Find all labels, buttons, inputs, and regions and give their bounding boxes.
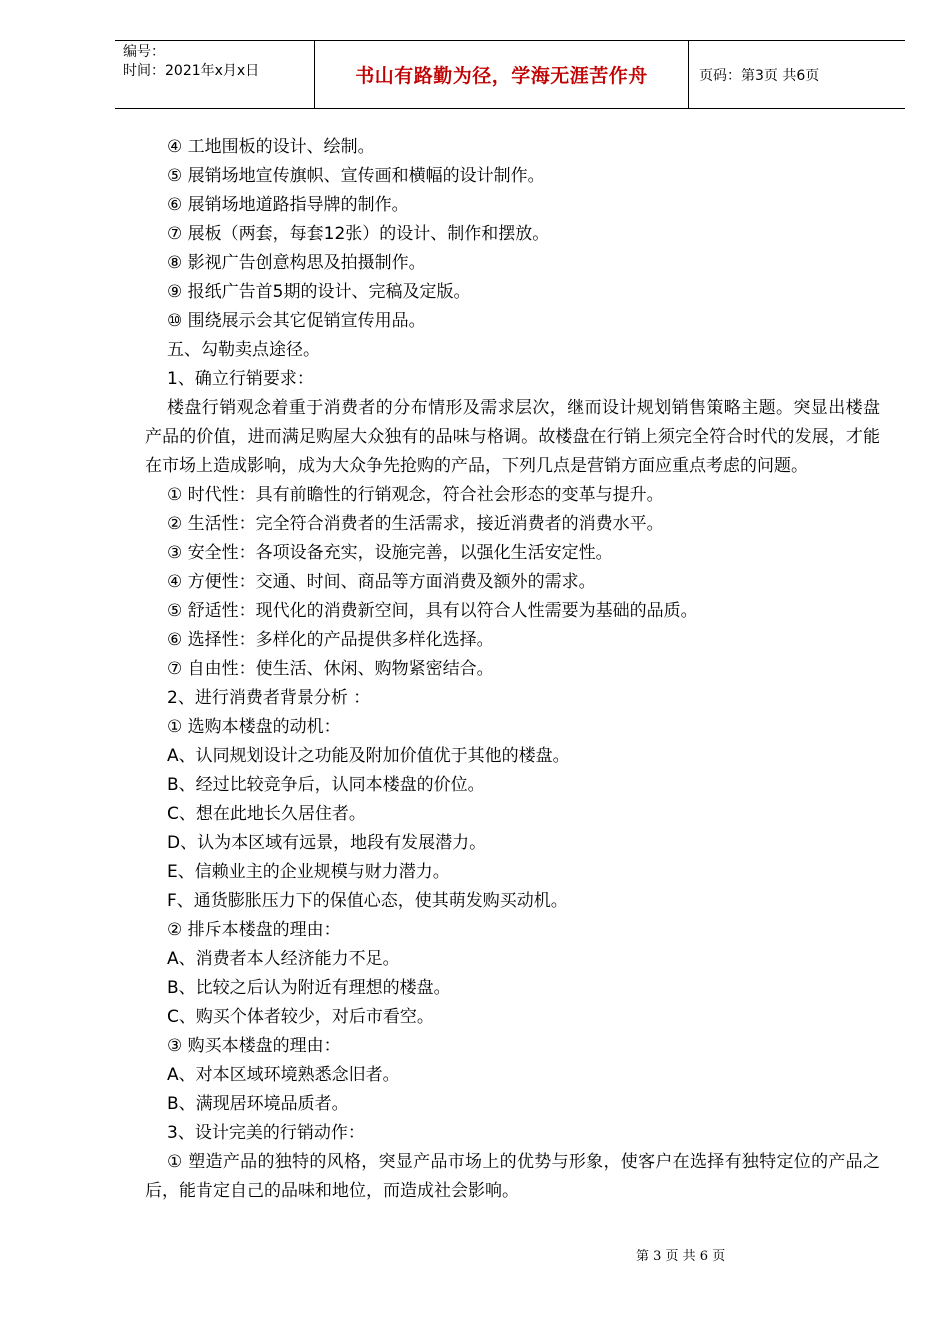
body-paragraph: 楼盘行销观念着重于消费者的分布情形及需求层次，继而设计规划销售策略主题。突显出楼盘产品的价值，进而满足购屋大众独有的品味与格调。故楼盘在行销上须完全符合时代的发展，才能在市场上造成影响，成为大众争先抢购的产品，下列几点是营销方面应重点考虑的问题。 [145,398,880,476]
list-item: C、购买个体者较少，对后市看空。 [167,1007,434,1027]
list-item: C、想在此地长久居住者。 [167,804,366,824]
list-item: ① 时代性：具有前瞻性的行销观念，符合社会形态的变革与提升。 [167,485,664,505]
list-item: A、认同规划设计之功能及附加价值优于其他的楼盘。 [167,746,570,766]
list-item: B、满现居环境品质者。 [167,1094,349,1114]
header-info-cell [115,41,315,108]
list-item: ② 生活性：完全符合消费者的生活需求，接近消费者的消费水平。 [167,514,664,534]
list-item: ⑩ 围绕展示会其它促销宣传用品。 [167,311,426,331]
list-item: ④ 工地围板的设计、绘制。 [167,137,375,157]
footer-page-number: 第 3 页 共 6 页 [636,1249,726,1264]
list-item: ⑥ 展销场地道路指导牌的制作。 [167,195,409,215]
list-item: ⑦ 展板（两套，每套12张）的设计、制作和摆放。 [167,224,550,244]
serial-label: 编号： [123,44,165,60]
list-item: D、认为本区域有远景，地段有发展潜力。 [167,833,487,853]
list-item: A、对本区域环境熟悉念旧者。 [167,1065,400,1085]
list-item: ⑧ 影视广告创意构思及拍摄制作。 [167,253,426,273]
subsection-heading: 3、设计完美的行销动作： [167,1123,365,1143]
list-item: E、信赖业主的企业规模与财力潜力。 [167,862,450,882]
header-motto-cell [315,41,689,108]
list-item: F、通货膨胀压力下的保值心态，使其萌发购买动机。 [167,891,568,911]
time-label: 时间：2021年x月x日 [123,63,260,79]
list-item: ① 选购本楼盘的动机： [167,717,341,737]
header-page-code: 页码：第3页 共6页 [699,67,820,84]
subsection-heading: 1、确立行销要求： [167,369,314,389]
list-item: B、比较之后认为附近有理想的楼盘。 [167,978,451,998]
header-page-cell [689,41,905,108]
header-motto: 书山有路勤为径，学海无涯苦作舟 [355,65,648,87]
subsection-heading: 2、进行消费者背景分析 ： [167,688,371,708]
list-item: ③ 购买本楼盘的理由： [167,1036,341,1056]
document-body [145,133,880,1206]
list-item: ④ 方便性：交通、时间、商品等方面消费及额外的需求。 [167,572,596,592]
list-item: ⑥ 选择性：多样化的产品提供多样化选择。 [167,630,494,650]
list-item: A、消费者本人经济能力不足。 [167,949,400,969]
list-item: ② 排斥本楼盘的理由： [167,920,341,940]
list-item: ⑤ 舒适性：现代化的消费新空间，具有以符合人性需要为基础的品质。 [167,601,698,621]
section-heading: 五、勾勒卖点途径。 [167,340,320,360]
list-item: ⑨ 报纸广告首5期的设计、完稿及定版。 [167,282,471,302]
body-paragraph: ① 塑造产品的独特的风格，突显产品市场上的优势与形象，使客户在选择有独特定位的产品之后，能肯定自己的品味和地位，而造成社会影响。 [145,1152,880,1201]
list-item: ③ 安全性：各项设备充实，设施完善，以强化生活安定性。 [167,543,613,563]
page-header [115,40,905,109]
list-item: ⑤ 展销场地宣传旗帜、宣传画和横幅的设计制作。 [167,166,545,186]
list-item: B、经过比较竞争后，认同本楼盘的价位。 [167,775,485,795]
list-item: ⑦ 自由性：使生活、休闲、购物紧密结合。 [167,659,494,679]
